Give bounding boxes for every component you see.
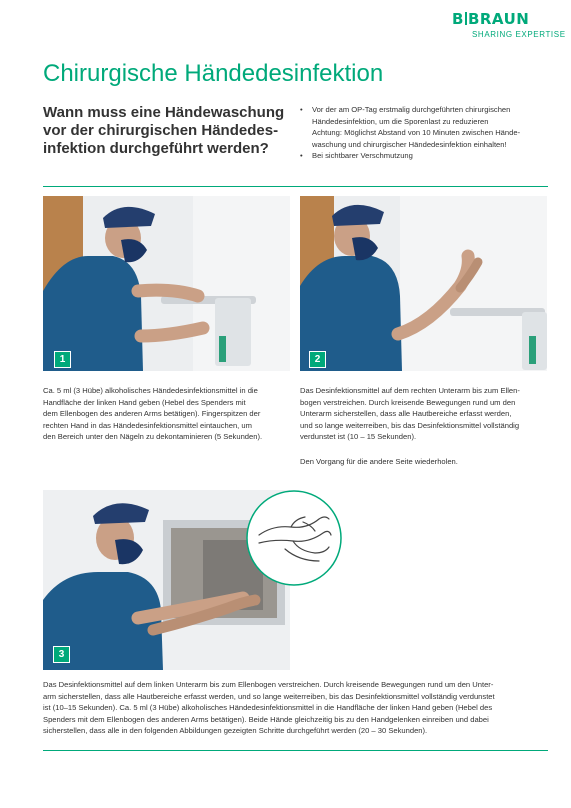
question-line: infektion durchgeführt werden? (43, 140, 269, 157)
braun-logo (452, 10, 529, 28)
bullet-list (300, 104, 560, 162)
caption-line: Spenders mit dem Ellenbogen des anderen Arms betätigen). Beide Hände gleichzeitig bis zu den Handgelenken einreiben und dabei (43, 714, 489, 724)
caption-line: Das Desinfektionsmittel auf dem rechten Unterarm bis zum Ellen- (300, 386, 520, 395)
caption-line: den Bereich unter den Nägeln zu dekontaminieren (5 Sekunden). (43, 432, 263, 442)
question-line: Wann muss eine Händewaschung (43, 104, 285, 121)
caption-line: Unterarm sicherstellen, dass alle Hautbereiche erfasst werden, (300, 409, 512, 419)
caption-line: verdunstet ist (10 – 15 Sekunden). (300, 432, 417, 442)
bullet-line: Achtung: Möglichst Abstand von 10 Minuten zwischen Hände- (312, 128, 521, 138)
bullet-line: waschung und chirurgischer Händedesinfektion einhalten! (312, 139, 507, 149)
step-2-repeat-note (300, 456, 550, 468)
step-2-illustration (300, 196, 547, 371)
caption-line: sicherstellen, dass alle in den folgenden Abbildungen gezeigten Schritte durchgeführt werden (20 – 30 Sekunden). (43, 726, 428, 736)
caption-line: und so lange weiterreiben, bis das Desinfektionsmittel vollständig (300, 420, 520, 430)
caption-line: ist (10–15 Sekunden). Ca. 5 ml (3 Hübe) alkoholisches Händedesinfektionsmittel in die Handfläche der linken Hand geben (Hebel des (43, 703, 493, 713)
caption-line: Den Vorgang für die andere Seite wiederholen. (300, 457, 458, 466)
step-3-caption (43, 679, 548, 737)
question-line: vor der chirurgischen Händedes- (43, 122, 279, 139)
bottom-divider-rule (43, 750, 548, 751)
hand-rubbing-diagram (245, 489, 343, 587)
bullet-line: Händedesinfektion, um die Sporenlast zu reduzieren (312, 116, 489, 126)
step-3-badge: 3 (53, 646, 70, 663)
step-1-illustration (43, 196, 290, 371)
step-1-photo (43, 196, 290, 371)
question-heading (43, 104, 285, 158)
bullet-line: • Vor der am OP-Tag erstmalig durchgeführten chirurgischen (312, 105, 511, 114)
step-3-inset-illustration (245, 489, 343, 587)
caption-line: Ca. 5 ml (3 Hübe) alkoholisches Händedesinfektionsmittel in die (43, 386, 258, 395)
bullet-item (300, 104, 560, 150)
logo-divider (465, 12, 467, 25)
step-2-badge: 2 (309, 351, 326, 368)
caption-line: rechten Hand in das Händedesinfektionsmittel eintauchen, um (43, 420, 252, 430)
bullet-item (300, 150, 560, 162)
caption-line: Das Desinfektionsmittel auf dem linken Unterarm bis zum Ellenbogen verstreichen. Durch kreisende Bewegungen rund um den Unter- (43, 680, 494, 689)
caption-line: Handfläche der linken Hand geben (Hebel des Spenders mit (43, 397, 246, 407)
caption-line: arm sicherstellen, dass alle Hautbereiche erfasst werden, und so lange weiterreiben, bis das Desinfektionsmittel vollständig verdunstet (43, 691, 495, 701)
page-title: Chirurgische Händedesinfektion (43, 60, 384, 87)
step-1-badge: 1 (54, 351, 71, 368)
step-2-caption (300, 385, 550, 443)
step-2-photo (300, 196, 547, 371)
logo-b: B (452, 10, 464, 28)
logo-braun: BRAUN (467, 10, 530, 28)
divider-rule (43, 186, 548, 187)
bullet-line: • Bei sichtbarer Verschmutzung (312, 151, 413, 161)
step-1-caption (43, 385, 293, 443)
brand-tagline: SHARING EXPERTISE (472, 30, 566, 39)
caption-line: bogen verstreichen. Durch kreisende Bewegungen rund um den (300, 397, 516, 407)
caption-line: dem Ellenbogen des anderen Arms betätigen). Fingerspitzen der (43, 409, 261, 419)
